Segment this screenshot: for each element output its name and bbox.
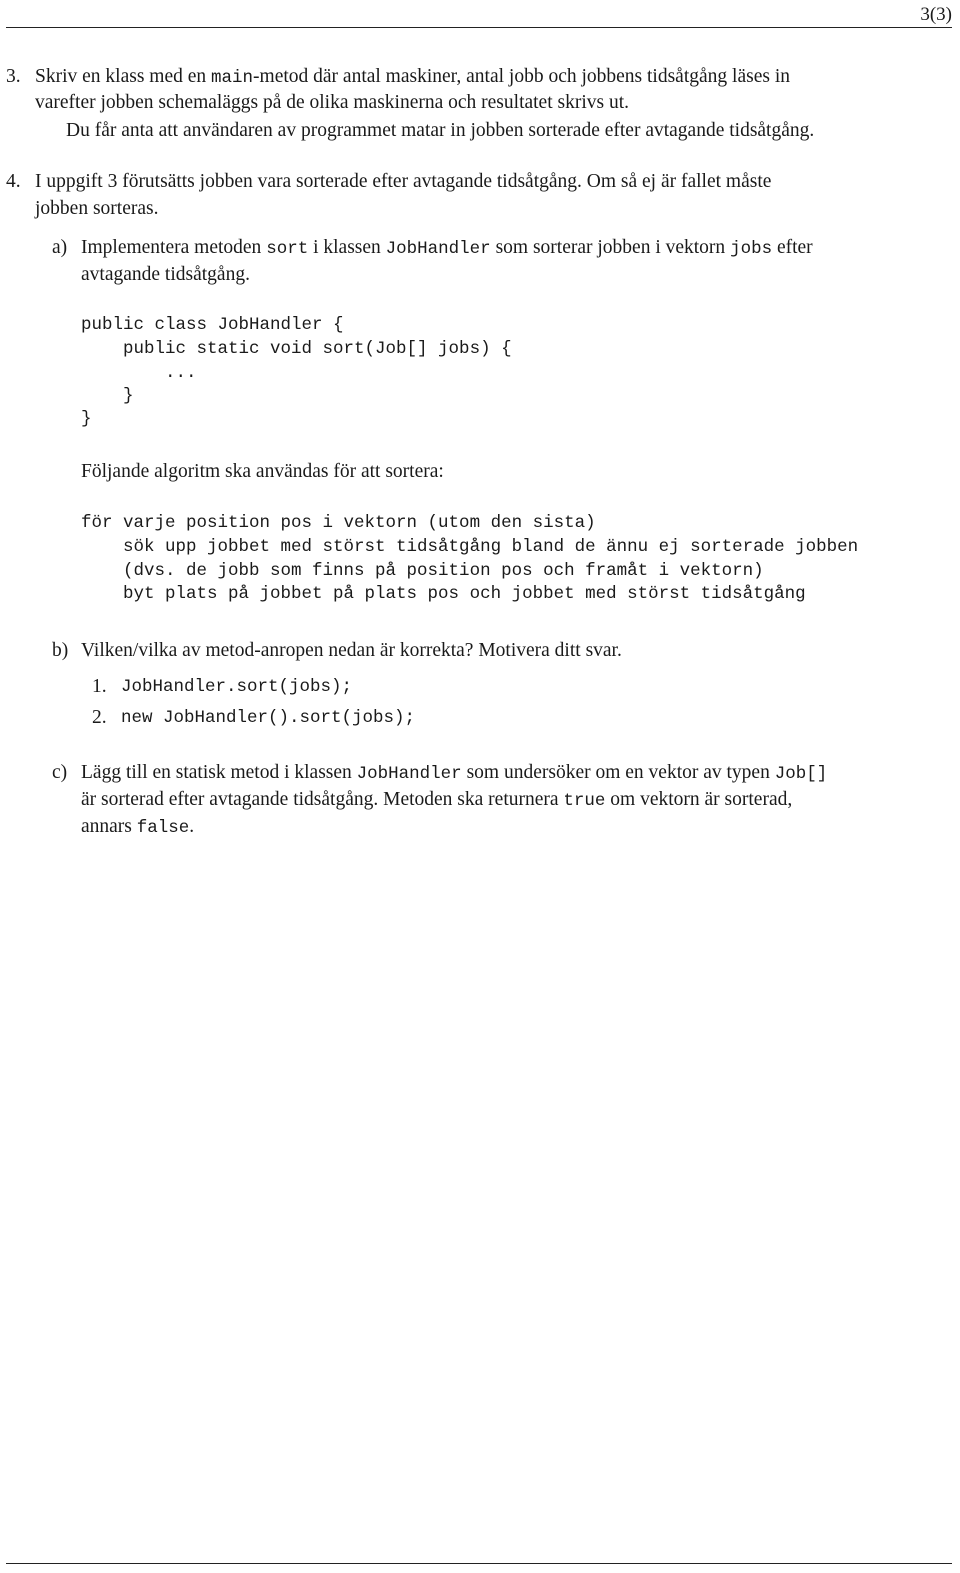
subtask-a-line-1 (81, 235, 813, 262)
code-line: ... (81, 363, 197, 383)
algorithm-intro: Följande algoritm ska användas för att sortera: (81, 461, 444, 482)
footer-rule (6, 1563, 952, 1564)
task-3-line-3: Du får anta att användaren av programmet matar in jobben sorterade efter avtagande tidsåtgång. (66, 120, 815, 141)
text-segment: Skriv en klass med en (35, 66, 212, 87)
text-segment: i klassen (308, 237, 386, 258)
task-4-line-1: I uppgift 3 förutsätts jobben vara sorterade efter avtagande tidsåtgång. Om så ej är fallet måste (35, 171, 772, 192)
call-item-number: 1. (92, 676, 107, 697)
subtask-c-label: c) (52, 762, 68, 783)
text-segment: efter (772, 237, 813, 258)
subtask-b-text: Vilken/vilka av metod-anropen nedan är korrekta? Motivera ditt svar. (81, 640, 622, 661)
task-3-line-2: varefter jobben schemaläggs på de olika maskinerna och resultatet skrivs ut. (35, 92, 630, 113)
text-segment: annars (81, 816, 137, 837)
code-false: false (136, 818, 190, 838)
call-item-code: JobHandler.sort(jobs); (121, 677, 353, 697)
code-line: public static void sort(Job[] jobs) { (81, 339, 512, 359)
algorithm-line: sök upp jobbet med störst tidsåtgång bland de ännu ej sorterade jobben (81, 537, 859, 557)
text-segment: är sorterad efter avtagande tidsåtgång. Metoden ska returnera (81, 789, 564, 810)
text-segment: Implementera metoden (81, 237, 267, 258)
algorithm-line: byt plats på jobbet på plats pos och jobbet med störst tidsåtgång (81, 584, 806, 604)
code-line: } (81, 409, 92, 429)
code-main: main (211, 68, 254, 88)
subtask-a-label: a) (52, 237, 68, 258)
text-segment: -metod där antal maskiner, antal jobb och jobbens tidsåtgång läses in (253, 66, 790, 87)
code-sort: sort (266, 239, 309, 259)
code-job-array: Job[] (774, 764, 828, 784)
subtask-c-line-1 (81, 760, 827, 787)
code-true: true (563, 791, 606, 811)
algorithm-line: (dvs. de jobb som finns på position pos och framåt i vektorn) (81, 561, 764, 581)
text-segment: som sorterar jobben i vektorn (490, 237, 731, 258)
text-segment: Lägg till en statisk metod i klassen (81, 762, 357, 783)
task-3-line-1 (35, 64, 790, 91)
page-number: 3(3) (920, 4, 952, 25)
call-item-number: 2. (92, 707, 107, 728)
code-jobhandler: JobHandler (356, 764, 462, 784)
call-item-code: new JobHandler().sort(jobs); (121, 708, 416, 728)
header-rule (6, 27, 952, 28)
algorithm-line: för varje position pos i vektorn (utom den sista) (81, 513, 596, 533)
text-segment: . (189, 816, 195, 837)
task-4-number: 4. (6, 171, 21, 192)
task-3-number: 3. (6, 66, 21, 87)
text-segment: om vektorn är sorterad, (605, 789, 793, 810)
code-line: } (81, 386, 134, 406)
subtask-c-line-2 (81, 787, 792, 814)
text-segment: som undersöker om en vektor av typen (461, 762, 775, 783)
code-line: public class JobHandler { (81, 315, 344, 335)
code-jobhandler: JobHandler (385, 239, 491, 259)
subtask-c-line-3 (81, 814, 194, 841)
task-4-line-2: jobben sorteras. (35, 198, 159, 219)
subtask-b-label: b) (52, 640, 69, 661)
subtask-a-line-2: avtagande tidsåtgång. (81, 264, 250, 285)
code-jobs: jobs (730, 239, 773, 259)
